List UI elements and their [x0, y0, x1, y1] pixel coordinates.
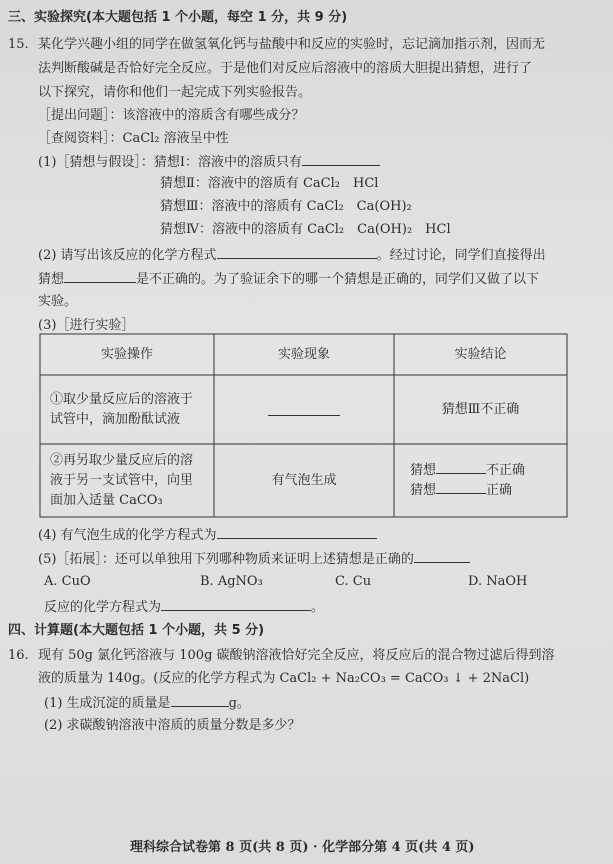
q16-sub-1-unit: g。: [228, 696, 250, 711]
row2-phenomenon: 有气泡生成: [271, 472, 337, 488]
q16-number: 16.: [8, 648, 29, 663]
part2-line-3: 实验。: [38, 294, 78, 309]
part4-line: [38, 526, 377, 544]
q15-reference: ［查阅资料］：CaCl₂ 溶液呈中性: [38, 131, 229, 146]
row2-correct-blank[interactable]: [436, 481, 486, 494]
row2-operation: [40, 444, 214, 517]
row1-conclusion: 猜想Ⅲ不正确: [441, 401, 520, 417]
q15-intro-3: 以下探究，请你和他们一起完成下列实验报告。: [38, 85, 312, 100]
section3-title: 三、实验探究(本大题包括 1 个小题，每空 1 分，共 9 分): [8, 10, 348, 25]
part2-prompt: (2) 请写出该反应的化学方程式: [38, 248, 217, 263]
row1-operation: [40, 375, 214, 444]
q15-intro-1: 某化学兴趣小组的同学在做氢氧化钙与盐酸中和反应的实验时，忘记滴加指示剂，因而无: [38, 37, 546, 52]
q15-question: ［提出问题］：该溶液中的溶质含有哪些成分？: [38, 108, 305, 123]
q16-sub-1: [44, 694, 250, 712]
row2-operation-line-1: ②再另取少量反应后的溶: [50, 452, 194, 468]
option-c: C. Cu: [335, 574, 372, 589]
part2-guess-label: 猜想: [38, 272, 65, 287]
option-b: B. AgNO₃: [200, 574, 263, 589]
row2-operation-line-3: 面加入适量 CaCO₃: [50, 492, 163, 508]
hypothesis-1-text: (1)［猜想与假设］：猜想Ⅰ：溶液中的溶质只有: [38, 155, 303, 170]
part2-continuation: 。经过讨论，同学们直接得出: [376, 248, 546, 263]
table-header-operation: 实验操作: [100, 346, 153, 362]
q15-intro-2: 法判断酸碱是否恰好完全反应。于是他们对反应后溶液中的溶质大胆提出猜想，进行了: [38, 61, 533, 76]
q16-sub-1-text: (1) 生成沉淀的质量是: [44, 696, 171, 711]
option-a: A. CuO: [44, 574, 91, 589]
q16-intro-1: 现有 50g 氯化钙溶液与 100g 碳酸钠溶液恰好完全反应，将反应后的混合物过滤后得到溶: [38, 648, 555, 663]
row1-operation-line-1: ①取少量反应后的溶液于: [50, 391, 194, 407]
row1-phenomenon: [214, 375, 394, 444]
row2-conclusion-a-text: 不正确: [486, 462, 526, 478]
table-header-phenomenon: 实验现象: [277, 346, 330, 362]
part5-text: (5)［拓展］：还可以单独用下列哪种物质来证明上述猜想是正确的: [38, 552, 414, 567]
hypothesis-3: 猜想Ⅲ：溶液中的溶质有 CaCl₂ Ca(OH)₂: [160, 199, 412, 214]
row2-conclusion-b-label: 猜想: [410, 482, 437, 498]
row2-conclusion-a-label: 猜想: [410, 462, 437, 478]
part5-equation-text: 反应的化学方程式为: [44, 600, 162, 615]
part5-equation-line: [44, 598, 324, 616]
hypothesis-2: 猜想Ⅱ：溶液中的溶质有 CaCl₂ HCl: [160, 176, 379, 191]
q16-intro-2: 液的质量为 140g。(反应的化学方程式为 CaCl₂ + Na₂CO₃ = CaCO₃ ↓ + 2NaCl): [38, 671, 530, 686]
part4-text: (4) 有气泡生成的化学方程式为: [38, 528, 217, 543]
row2-conclusion-a: [410, 461, 525, 481]
row2-conclusion-b: [410, 481, 512, 501]
q15-number: 15.: [8, 37, 29, 52]
hypothesis-4: 猜想Ⅳ：溶液中的溶质有 CaCl₂ Ca(OH)₂ HCl: [160, 222, 451, 237]
row2-conclusion-b-text: 正确: [486, 482, 513, 498]
option-d: D. NaOH: [468, 574, 528, 589]
gas-equation-blank[interactable]: [217, 526, 377, 539]
extension-equation-blank[interactable]: [161, 598, 311, 611]
table-header-conclusion: 实验结论: [454, 346, 507, 362]
page-footer: 理科综合试卷第 8 页(共 8 页) · 化学部分第 4 页(共 4 页): [130, 840, 475, 855]
row2-operation-line-2: 液于另一支试管中，向里: [50, 472, 194, 488]
q16-sub-2: (2) 求碳酸钠溶液中溶质的质量分数是多少？: [44, 718, 301, 733]
row1-phenomenon-blank[interactable]: [268, 403, 340, 416]
part5-equation-end: 。: [311, 600, 325, 615]
row2-conclusion: [394, 444, 567, 517]
part2-guess-text: 是不正确的。为了验证余下的哪一个猜想是正确的，同学们又做了以下: [136, 272, 540, 287]
part3-label: (3)［进行实验］: [38, 318, 135, 333]
section4-title: 四、计算题(本大题包括 1 个小题，共 5 分): [8, 623, 265, 638]
row1-operation-line-2: 试管中，滴加酚酞试液: [50, 411, 181, 427]
extension-blank[interactable]: [414, 550, 470, 563]
row2-wrong-blank[interactable]: [436, 461, 486, 474]
precipitate-mass-blank[interactable]: [171, 694, 229, 707]
part5-line: [38, 550, 470, 568]
